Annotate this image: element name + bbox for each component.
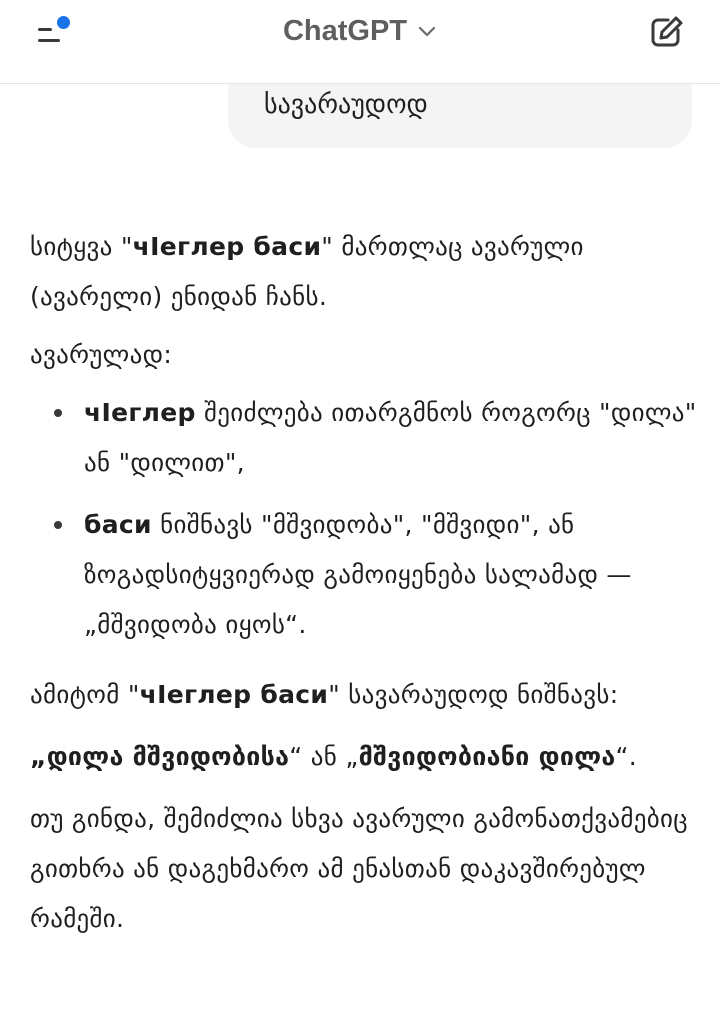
edit-icon [646, 37, 686, 56]
list-item: чӀеглер შეიძლება ითარგმნოს როგორც "დილა" ან "დილით", [30, 388, 700, 488]
reply-paragraph-intro: სიტყვა "чӀеглер баси" მართლაც ავარული (ავარელი) ენიდან ჩანს. [30, 232, 584, 311]
reply-paragraph-translation: „დილა მშვიდობისა“ ან „მშვიდობიანი დილა“. [30, 742, 638, 771]
assistant-message [30, 222, 700, 944]
list-item: баси ნიშნავს "მშვიდობა", "მშვიდი", ან ზოგადსიტყვიერად გამოიყენება სალამად — „მშვიდობა იყოს“. [30, 500, 700, 650]
top-bar [0, 0, 720, 84]
new-chat-button[interactable] [646, 12, 686, 52]
reply-paragraph-conclusion: ამიტომ "чӀеглер баси" სავარაუდოდ ნიშნავს: [30, 680, 619, 709]
reply-paragraph-label: ავარულად: [30, 340, 173, 369]
model-selector[interactable] [283, 15, 437, 48]
chevron-down-icon [417, 24, 437, 38]
user-message-text: სავარაუდოდ [264, 90, 428, 120]
notification-dot [57, 16, 70, 29]
reply-paragraph-offer: თუ გინდა, შემიძლია სხვა ავარული გამონათქვამებიც გითხრა ან დაგეხმარო ამ ენასთან დაკავშირებულ რამეში. [30, 804, 688, 933]
menu-button[interactable] [30, 14, 80, 50]
app-title: ChatGPT [282, 14, 408, 47]
reply-bullet-list [30, 388, 700, 650]
